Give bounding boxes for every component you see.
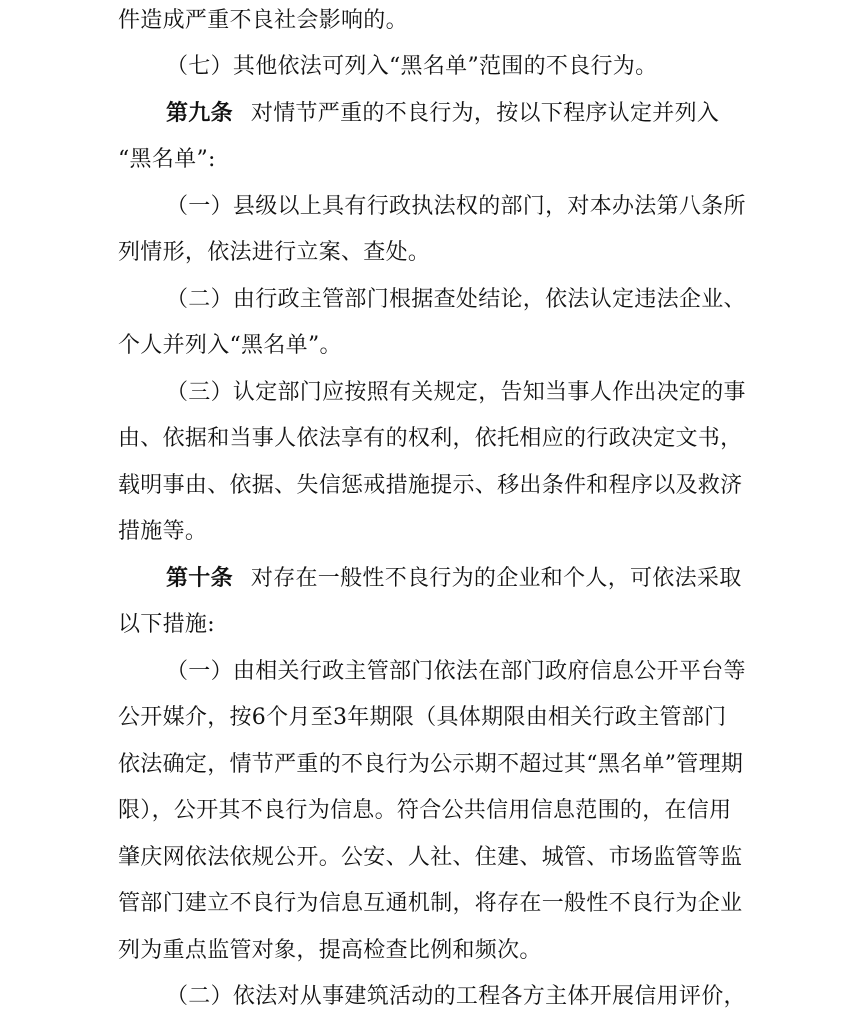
text-line xyxy=(166,189,778,225)
text-line xyxy=(166,375,778,411)
line-text: 措施等。 xyxy=(118,519,208,544)
text-line xyxy=(118,421,778,457)
line-text: 公开媒介，按6个月至3年期限（具体期限由相关行政主管部门 xyxy=(118,705,727,730)
text-line xyxy=(118,3,778,39)
text-line xyxy=(118,886,778,922)
line-text: 件造成严重不良社会影响的。 xyxy=(118,8,408,33)
line-text: 载明事由、依据、失信惩戒措施提示、移出条件和程序以及救济 xyxy=(118,473,743,498)
line-text: （一）县级以上具有行政执法权的部门，对本办法第八条所 xyxy=(166,194,746,219)
line-text: 肇庆网依法依规公开。公安、人社、住建、城管、市场监管等监 xyxy=(118,845,743,870)
article-heading-line xyxy=(166,96,778,132)
text-line xyxy=(118,514,778,550)
line-text: 列情形，依法进行立案、查处。 xyxy=(118,240,431,265)
text-line xyxy=(118,747,778,783)
line-text: 对情节严重的不良行为，按以下程序认定并列入 xyxy=(250,101,720,126)
text-line xyxy=(118,840,778,876)
line-text: 个人并列入“黑名单”。 xyxy=(118,333,342,358)
line-text: 对存在一般性不良行为的企业和个人，可依法采取 xyxy=(250,566,742,591)
line-text: （二）依法对从事建筑活动的工程各方主体开展信用评价， xyxy=(166,984,746,1009)
text-line xyxy=(118,328,778,364)
text-line xyxy=(166,979,778,1015)
line-text: 管部门建立不良行为信息互通机制，将存在一般性不良行为企业 xyxy=(118,891,743,916)
text-line xyxy=(118,142,778,178)
line-text: （七）其他依法可列入“黑名单”范围的不良行为。 xyxy=(166,54,658,79)
text-line xyxy=(166,49,778,85)
text-line xyxy=(118,607,778,643)
article-heading-line xyxy=(166,561,778,597)
line-text: 列为重点监管对象，提高检查比例和频次。 xyxy=(118,938,542,963)
text-line xyxy=(166,654,778,690)
line-text: “黑名单”: xyxy=(118,147,216,172)
article-heading: 第九条 xyxy=(166,101,233,126)
line-text: （三）认定部门应按照有关规定，告知当事人作出决定的事 xyxy=(166,380,746,405)
text-line xyxy=(118,235,778,271)
line-text: 依法确定，情节严重的不良行为公示期不超过其“黑名单”管理期 xyxy=(118,752,744,777)
text-line xyxy=(118,700,778,736)
line-text: （二）由行政主管部门根据查处结论，依法认定违法企业、 xyxy=(166,287,746,312)
line-text: 限），公开其不良行为信息。符合公共信用信息范围的，在信用 xyxy=(118,798,732,823)
text-line xyxy=(166,282,778,318)
text-line xyxy=(118,933,778,969)
line-text: 由、依据和当事人依法享有的权利，依托相应的行政决定文书， xyxy=(118,426,743,451)
text-line xyxy=(118,468,778,504)
text-line xyxy=(118,793,778,829)
article-heading: 第十条 xyxy=(166,566,233,591)
line-text: 以下措施: xyxy=(118,612,215,637)
line-text: （一）由相关行政主管部门依法在部门政府信息公开平台等 xyxy=(166,659,746,684)
